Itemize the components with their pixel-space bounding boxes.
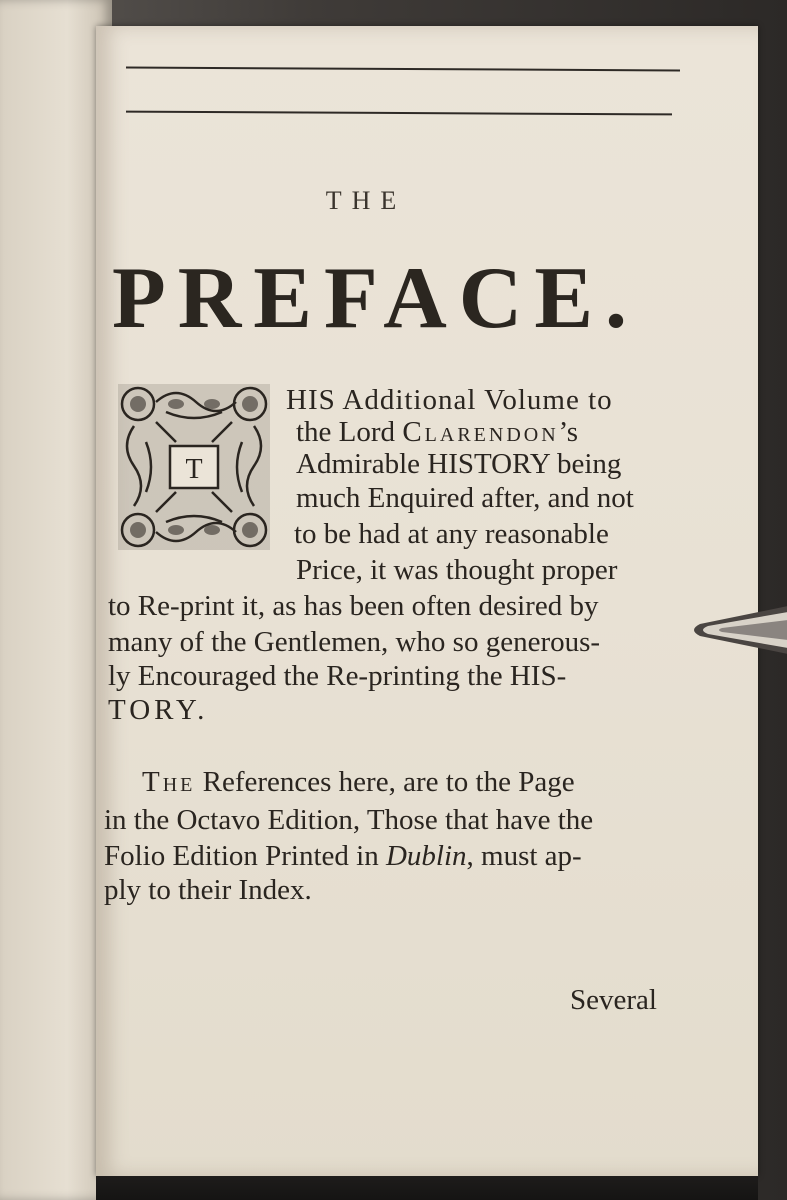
para1-line5: to be had at any reasonable bbox=[294, 518, 609, 550]
book-page bbox=[96, 26, 758, 1176]
para2-line3-b: , must ap- bbox=[466, 840, 582, 872]
ornamental-initial bbox=[116, 382, 272, 552]
bookmark-pointer bbox=[688, 602, 787, 658]
para1-line7: to Re-print it, as has been often desired by bbox=[108, 590, 599, 622]
para2-line3 bbox=[104, 842, 582, 871]
para1-line2-b: ’s bbox=[558, 416, 578, 448]
heading-preface: PREFACE. bbox=[112, 250, 640, 347]
para2-line4: ply to their Index. bbox=[104, 874, 312, 906]
catchword: Several bbox=[570, 984, 657, 1016]
heading-the: THE bbox=[325, 186, 407, 215]
para1-line3: Admirable HISTORY being bbox=[296, 448, 622, 480]
para2-line2: in the Octavo Edition, Those that have the bbox=[104, 804, 594, 836]
para1-line2-sc: Clarendon bbox=[402, 416, 559, 448]
page-bottom-shadow bbox=[96, 1176, 758, 1200]
para1-line6: Price, it was thought proper bbox=[296, 554, 618, 586]
para1-line8: many of the Gentlemen, who so generous- bbox=[108, 626, 601, 658]
para2-line1-sc: The bbox=[142, 766, 196, 798]
para2-line1 bbox=[142, 768, 575, 797]
para1-line4: much Enquired after, and not bbox=[296, 482, 634, 514]
drop-cap-letter: T bbox=[185, 454, 203, 485]
para1-line10: TORY. bbox=[108, 694, 209, 726]
para1-line9: ly Encouraged the Re-printing the HIS- bbox=[108, 660, 567, 692]
para1-line1: HIS Additional Volume to bbox=[286, 384, 613, 416]
para1-line2-a: the Lord bbox=[296, 416, 403, 448]
bookmark-icon bbox=[688, 602, 787, 658]
top-rule bbox=[126, 67, 680, 72]
second-rule bbox=[126, 111, 672, 116]
para2-line1-b: References here, are to the Page bbox=[195, 766, 575, 798]
ornament-icon bbox=[116, 382, 272, 552]
para2-line3-a: Folio Edition Printed in bbox=[104, 840, 386, 872]
para2-line3-ital: Dublin bbox=[385, 840, 467, 872]
para1-line2 bbox=[296, 418, 578, 447]
